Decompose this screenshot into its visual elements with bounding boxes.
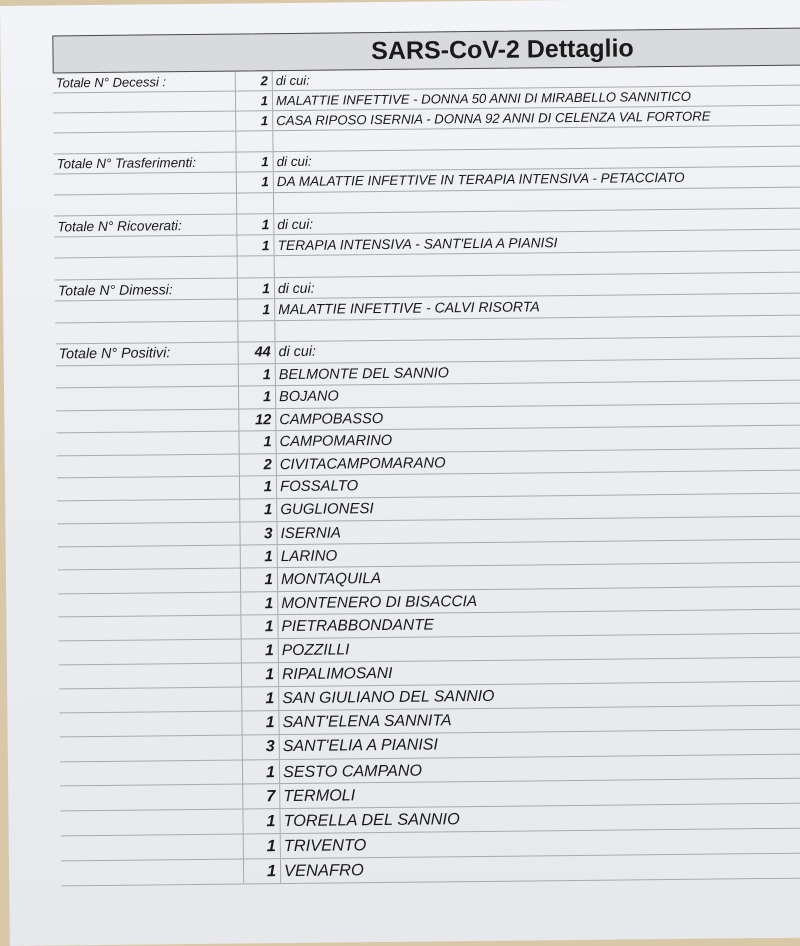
row-count: 1 [237,152,274,172]
row-label [55,321,238,344]
row-description: GUGLIONESI [280,500,374,519]
row-label [58,546,241,570]
row-count: 1 [241,569,278,592]
row-label [60,810,243,836]
row-label [58,569,241,593]
row-description: SESTO CAMPANO [282,761,423,781]
row-count: 1 [236,111,273,131]
row-description: MALATTIE INFETTIVE - DONNA 50 ANNI DI MIRABELLO SANNITICO [275,88,692,109]
row-description: POZZILLI [281,641,350,660]
row-description: VENAFRO [283,861,364,881]
row-label [59,712,242,737]
row-label: Totale N° Trasferimenti: [54,152,237,173]
row-count [238,321,275,342]
detail-table [52,27,800,886]
row-label [53,92,236,113]
row-count: 1 [242,711,279,735]
row-label [60,785,243,811]
row-label [59,687,242,712]
row-count: 44 [239,343,276,364]
row-description: di cui: [277,216,314,233]
row-description: FOSSALTO [279,478,359,496]
row-count: 1 [242,663,279,686]
row-label [58,592,241,616]
row-label [54,173,237,195]
row-count: 1 [241,592,278,615]
row-count: 3 [240,522,277,544]
row-label [53,112,236,133]
row-count: 1 [242,687,279,711]
row-description: CIVITACAMPOMARANO [279,454,446,473]
row-label [56,432,239,455]
row-description: PIETRABBONDANTE [281,616,435,636]
table-body [53,65,800,886]
row-description: MONTAQUILA [280,570,382,589]
row-description: BELMONTE DEL SANNIO [278,365,450,384]
row-count: 2 [240,454,277,476]
row-count: 7 [243,785,280,809]
row-description: TRIVENTO [283,836,367,856]
row-label [57,523,240,547]
row-label [61,835,244,861]
row-description: di cui: [275,72,310,89]
row-description: CAMPOBASSO [279,410,384,428]
row-label [60,736,243,761]
row-count: 1 [244,834,281,858]
row-label [54,236,237,258]
row-count: 1 [243,809,280,833]
row-count: 1 [241,615,278,638]
row-description: CASA RIPOSO ISERNIA - DONNA 92 ANNI DI CELENZA VAL FORTORE [276,108,711,129]
row-label [56,387,239,410]
row-description: MALATTIE INFETTIVE - CALVI RISORTA [278,298,540,318]
row-description: MONTENERO DI BISACCIA [281,592,478,612]
row-count: 1 [237,235,274,256]
row-count: 2 [236,71,273,90]
row-count [237,193,274,213]
row-count: 1 [238,299,275,320]
row-count [236,132,273,152]
row-label [54,194,237,216]
row-description: BOJANO [279,388,339,406]
row-label [53,132,236,153]
row-label [57,500,240,524]
row-label [56,409,239,432]
row-count: 1 [238,278,275,299]
row-count: 1 [240,499,277,521]
row-label [55,257,238,279]
row-count: 1 [236,91,273,111]
row-count: 3 [243,736,280,760]
row-label [59,640,242,665]
row-description: di cui: [276,153,312,169]
row-count: 12 [239,409,276,431]
row-count: 1 [237,173,274,193]
row-description: RIPALIMOSANI [281,664,393,684]
row-description: DA MALATTIE INFETTIVE IN TERAPIA INTENSIVA - PETACCIATO [276,170,685,190]
row-count: 1 [237,214,274,234]
row-description: ISERNIA [280,524,342,543]
row-label: Totale N° Decessi : [53,72,236,93]
row-count: 1 [241,545,278,568]
row-label [57,477,240,501]
row-description: SANT'ELIA A PIANISI [282,736,438,756]
row-description: TERAPIA INTENSIVA - SANT'ELIA A PIANISI [277,235,558,254]
row-count: 1 [239,431,276,453]
row-count: 1 [239,387,276,409]
row-label [60,760,243,786]
row-label [61,860,244,886]
row-count: 1 [243,760,280,784]
row-description: TORELLA DEL SANNIO [283,810,460,831]
row-count: 1 [242,639,279,662]
row-label [59,663,242,688]
row-count: 1 [239,365,276,386]
row-label: Totale N° Positivi: [56,343,239,366]
row-count: 1 [244,859,281,884]
row-description: SANT'ELENA SANNITA [282,712,452,732]
row-label [55,300,238,323]
row-description: CAMPOMARINO [279,432,393,451]
row-label [58,616,241,641]
row-label: Totale N° Ricoverati: [54,215,237,237]
row-label [57,454,240,478]
row-description: di cui: [277,279,315,296]
row-label [56,365,239,388]
table-title: SARS-CoV-2 Dettaglio [52,27,800,73]
row-description: di cui: [278,344,317,361]
row-description: SAN GIULIANO DEL SANNIO [282,687,495,708]
row-description: TERMOLI [283,786,356,806]
row-count [238,256,275,277]
row-count: 1 [240,476,277,498]
row-label: Totale N° Dimessi: [55,278,238,300]
row-description: LARINO [280,547,338,566]
